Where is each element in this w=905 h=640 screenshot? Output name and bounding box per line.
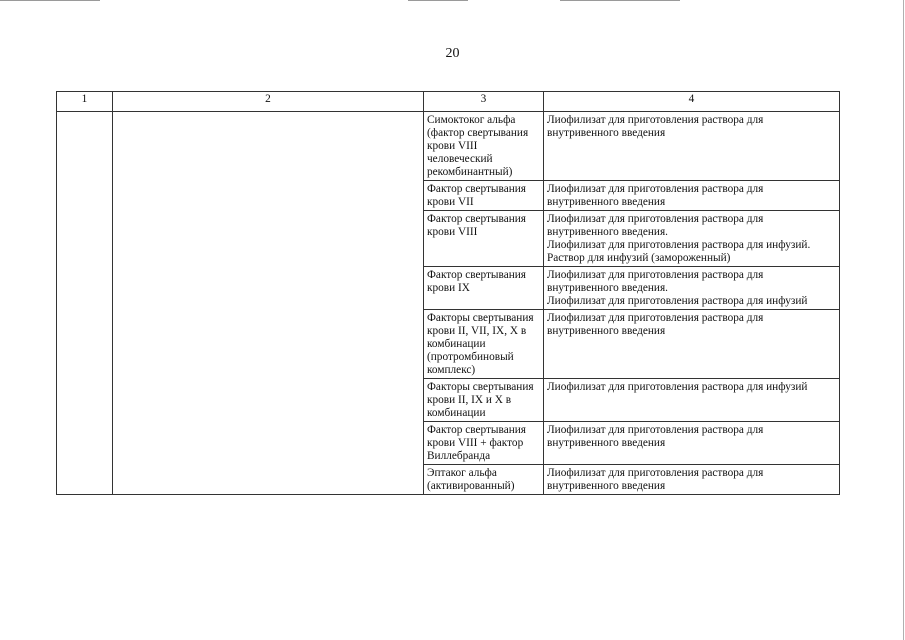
dosage-form-line: Лиофилизат для приготовления раствора для внутривенного введения [547, 424, 764, 449]
substance-cell: Симоктоког альфа (фактор свертывания крови VIII человеческий рекомбинантный) [424, 112, 544, 181]
substance-cell: Эптаког альфа (активированный) [424, 465, 544, 495]
dosage-form-line: Лиофилизат для приготовления раствора для внутривенного введения. [547, 213, 764, 238]
substance-cell: Факторы свертывания крови II, IX и X в комбинации [424, 379, 544, 422]
column-1-cell [57, 112, 113, 495]
dosage-form-line: Лиофилизат для приготовления раствора для инфузий. [547, 239, 811, 251]
dosage-form-cell [544, 465, 840, 495]
dosage-form-cell [544, 310, 840, 379]
substance-cell: Фактор свертывания крови IX [424, 267, 544, 310]
scan-artifact-line [560, 0, 680, 1]
dosage-form-line: Лиофилизат для приготовления раствора для внутривенного введения. [547, 269, 764, 294]
dosage-form-cell [544, 379, 840, 422]
substance-cell: Фактор свертывания крови VIII + фактор Виллебранда [424, 422, 544, 465]
substance-cell: Фактор свертывания крови VIII [424, 211, 544, 267]
medication-table [56, 91, 840, 495]
scan-artifact-line [408, 0, 468, 1]
dosage-form-line: Лиофилизат для приготовления раствора для внутривенного введения [547, 114, 764, 139]
dosage-form-cell [544, 112, 840, 181]
scan-artifact-edge [903, 0, 904, 640]
dosage-form-cell [544, 422, 840, 465]
dosage-form-cell [544, 211, 840, 267]
column-header-4: 4 [544, 92, 840, 112]
dosage-form-line: Раствор для инфузий (замороженный) [547, 252, 731, 264]
dosage-form-cell [544, 267, 840, 310]
column-2-cell [113, 112, 424, 495]
table-row [57, 112, 840, 181]
dosage-form-line: Лиофилизат для приготовления раствора для внутривенного введения [547, 183, 764, 208]
dosage-form-line: Лиофилизат для приготовления раствора для внутривенного введения [547, 467, 764, 492]
scan-artifact-line [0, 0, 100, 1]
column-header-2: 2 [113, 92, 424, 112]
page-number: 20 [445, 46, 460, 61]
substance-cell: Фактор свертывания крови VII [424, 181, 544, 211]
dosage-form-line: Лиофилизат для приготовления раствора для инфузий [547, 381, 808, 393]
substance-cell: Факторы свертывания крови II, VII, IX, X в комбинации (протромбиновый комплекс) [424, 310, 544, 379]
dosage-form-line: Лиофилизат для приготовления раствора для внутривенного введения [547, 312, 764, 337]
column-header-3: 3 [424, 92, 544, 112]
table-header-row [57, 92, 840, 112]
column-header-1: 1 [57, 92, 113, 112]
dosage-form-line: Лиофилизат для приготовления раствора для инфузий [547, 295, 808, 307]
dosage-form-cell [544, 181, 840, 211]
